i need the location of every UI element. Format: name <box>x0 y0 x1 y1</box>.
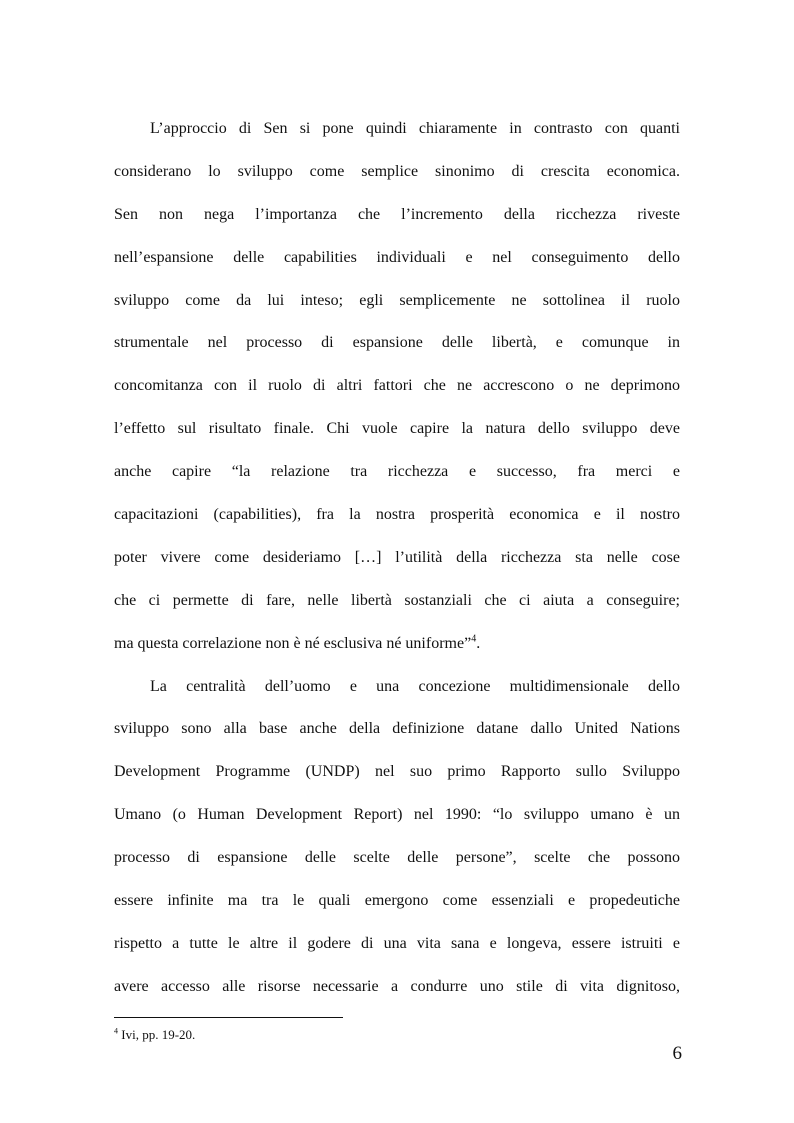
paragraph-2-line: sviluppo sono alla base anche della definizione datane dallo United Nations <box>114 720 680 738</box>
footnote-number: 4 <box>114 1026 118 1036</box>
paragraph-2-line: Development Programme (UNDP) nel suo primo Rapporto sullo Sviluppo <box>114 763 680 781</box>
paragraph-1-line: L’approccio di Sen si pone quindi chiaramente in contrasto con quanti <box>150 120 680 137</box>
footnote-separator <box>114 1017 343 1018</box>
paragraph-2-line: La centralità dell’uomo e una concezione multidimensionale dello <box>150 677 680 695</box>
footnote-reference: 4 <box>471 633 477 645</box>
paragraph-1-line: strumentale nel processo di espansione delle libertà, e comunque in <box>114 334 680 352</box>
paragraph-1-line: Sen non nega l’importanza che l’incremento della ricchezza riveste <box>114 205 680 223</box>
paragraph-1-line: capacitazioni (capabilities), fra la nostra prosperità economica e il nostro <box>114 506 680 524</box>
footnote-text: Ivi, pp. 19-20. <box>118 1027 196 1042</box>
paragraph-1-last-line <box>114 623 680 666</box>
paragraph-2-line: avere accesso alle risorse necessarie a condurre uno stile di vita dignitoso, <box>114 977 680 995</box>
paragraph-1-line: che ci permette di fare, nelle libertà sostanziali che ci aiuta a conseguire; <box>114 591 680 609</box>
body-text <box>114 108 680 1009</box>
paragraph-2-line: essere infinite ma tra le quali emergono come essenziali e propedeutiche <box>114 892 680 910</box>
footnote <box>114 1027 195 1043</box>
paragraph-1-line: sviluppo come da lui inteso; egli semplicemente ne sottolinea il ruolo <box>114 291 680 309</box>
paragraph-1-end-punct: . <box>476 634 481 652</box>
paragraph-1-line: l’effetto sul risultato finale. Chi vuole capire la natura dello sviluppo deve <box>114 420 680 438</box>
paragraph-1-line: concomitanza con il ruolo di altri fattori che ne accrescono o ne deprimono <box>114 377 680 395</box>
page-number: 6 <box>672 1043 682 1064</box>
paragraph-2-line: rispetto a tutte le altre il godere di una vita sana e longeva, essere istruiti e <box>114 934 680 952</box>
paragraph-1-line: anche capire “la relazione tra ricchezza e successo, fra merci e <box>114 463 680 481</box>
paragraph-1-line: nell’espansione delle capabilities individuali e nel conseguimento dello <box>114 248 680 266</box>
paragraph-2-line: Umano (o Human Development Report) nel 1990: “lo sviluppo umano è un <box>114 806 680 824</box>
paragraph-2-line: processo di espansione delle scelte delle persone”, scelte che possono <box>114 849 680 867</box>
paragraph-1-line: poter vivere come desideriamo […] l’utilità della ricchezza sta nelle cose <box>114 548 680 566</box>
paragraph-1-line: considerano lo sviluppo come semplice sinonimo di crescita economica. <box>114 162 680 180</box>
paragraph-1-line-text: ma questa correlazione non è né esclusiva né uniforme” <box>114 634 472 652</box>
